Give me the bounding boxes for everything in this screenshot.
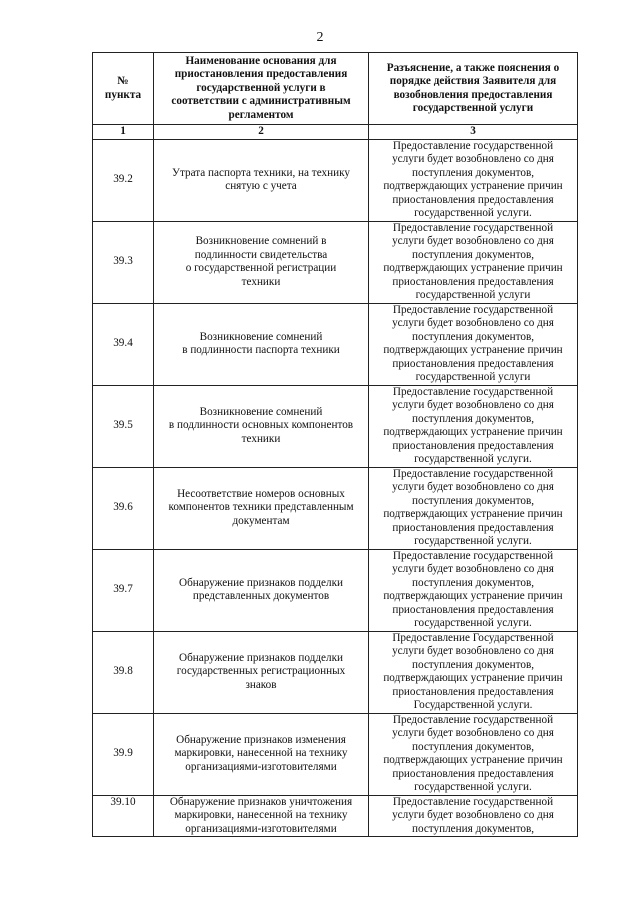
- row-number: 39.6: [93, 467, 154, 549]
- row-explanation: Предоставление государственной услуги будет возобновлено со дня поступления документов,: [369, 795, 578, 837]
- column-number: 3: [369, 125, 578, 140]
- page-number: 2: [316, 30, 324, 45]
- row-explanation: Предоставление государственной услуги будет возобновлено со дня поступления документов, подтверждающих устранение причин приостановления предоставления государственной услуги: [369, 221, 578, 303]
- row-explanation: Предоставление государственной услуги будет возобновлено со дня поступления документов, подтверждающих устранение причин приостановления предоставления государственной услуги.: [369, 385, 578, 467]
- column-number: 1: [93, 125, 154, 140]
- row-number: 39.4: [93, 303, 154, 385]
- row-number: 39.10: [93, 795, 154, 837]
- row-reason: Возникновение сомнений в подлинности основных компонентов техники: [154, 385, 369, 467]
- table-row: [93, 303, 578, 385]
- row-explanation: Предоставление Государственной услуги будет возобновлено со дня поступления документов, подтверждающих устранение причин приостановления предоставления Государственной услуги.: [369, 631, 578, 713]
- row-number: 39.5: [93, 385, 154, 467]
- row-number: 39.7: [93, 549, 154, 631]
- row-reason: Обнаружение признаков подделки представленных документов: [154, 549, 369, 631]
- table-row: [93, 139, 578, 221]
- row-explanation: Предоставление государственной услуги будет возобновлено со дня поступления документов, подтверждающих устранение причин приостановления предоставления государственной услуги.: [369, 139, 578, 221]
- row-explanation: Предоставление государственной услуги будет возобновлено со дня поступления документов, подтверждающих устранение причин приостановления предоставления государственной услуги.: [369, 713, 578, 795]
- column-number-row: [93, 125, 578, 140]
- row-number: 39.2: [93, 139, 154, 221]
- row-reason: Обнаружение признаков подделки государственных регистрационных знаков: [154, 631, 369, 713]
- table-row: [93, 467, 578, 549]
- row-reason: Утрата паспорта техники, на технику снятую с учета: [154, 139, 369, 221]
- table-row: [93, 631, 578, 713]
- row-reason: Обнаружение признаков изменения маркировки, нанесенной на технику организациями-изготовителями: [154, 713, 369, 795]
- column-number: 2: [154, 125, 369, 140]
- row-number: 39.9: [93, 713, 154, 795]
- table-row: [93, 713, 578, 795]
- row-number: 39.8: [93, 631, 154, 713]
- table-row: [93, 385, 578, 467]
- row-reason: Возникновение сомнений в подлинности паспорта техники: [154, 303, 369, 385]
- table-header-row: [93, 53, 578, 125]
- row-number: 39.3: [93, 221, 154, 303]
- suspension-reasons-table: [92, 52, 578, 837]
- table-row: [93, 795, 578, 837]
- row-explanation: Предоставление государственной услуги будет возобновлено со дня поступления документов, подтверждающих устранение причин приостановления предоставления государственной услуги.: [369, 549, 578, 631]
- header-reason: Наименование основания для приостановления предоставления государственной услуги в соответствии с административным регламентом: [154, 53, 369, 125]
- header-item-number: № пункта: [93, 53, 154, 125]
- row-reason: Возникновение сомнений в подлинности свидетельства о государственной регистрации техники: [154, 221, 369, 303]
- header-explanation: Разъяснение, а также пояснения о порядке действия Заявителя для возобновления предоставления государственной услуги: [369, 53, 578, 125]
- row-reason: Обнаружение признаков уничтожения маркировки, нанесенной на технику организациями-изготовителями: [154, 795, 369, 837]
- row-explanation: Предоставление государственной услуги будет возобновлено со дня поступления документов, подтверждающих устранение причин приостановления предоставления государственной услуги: [369, 303, 578, 385]
- table-row: [93, 221, 578, 303]
- row-reason: Несоответствие номеров основных компонентов техники представленным документам: [154, 467, 369, 549]
- table-row: [93, 549, 578, 631]
- row-explanation: Предоставление государственной услуги будет возобновлено со дня поступления документов, подтверждающих устранение причин приостановления предоставления государственной услуги.: [369, 467, 578, 549]
